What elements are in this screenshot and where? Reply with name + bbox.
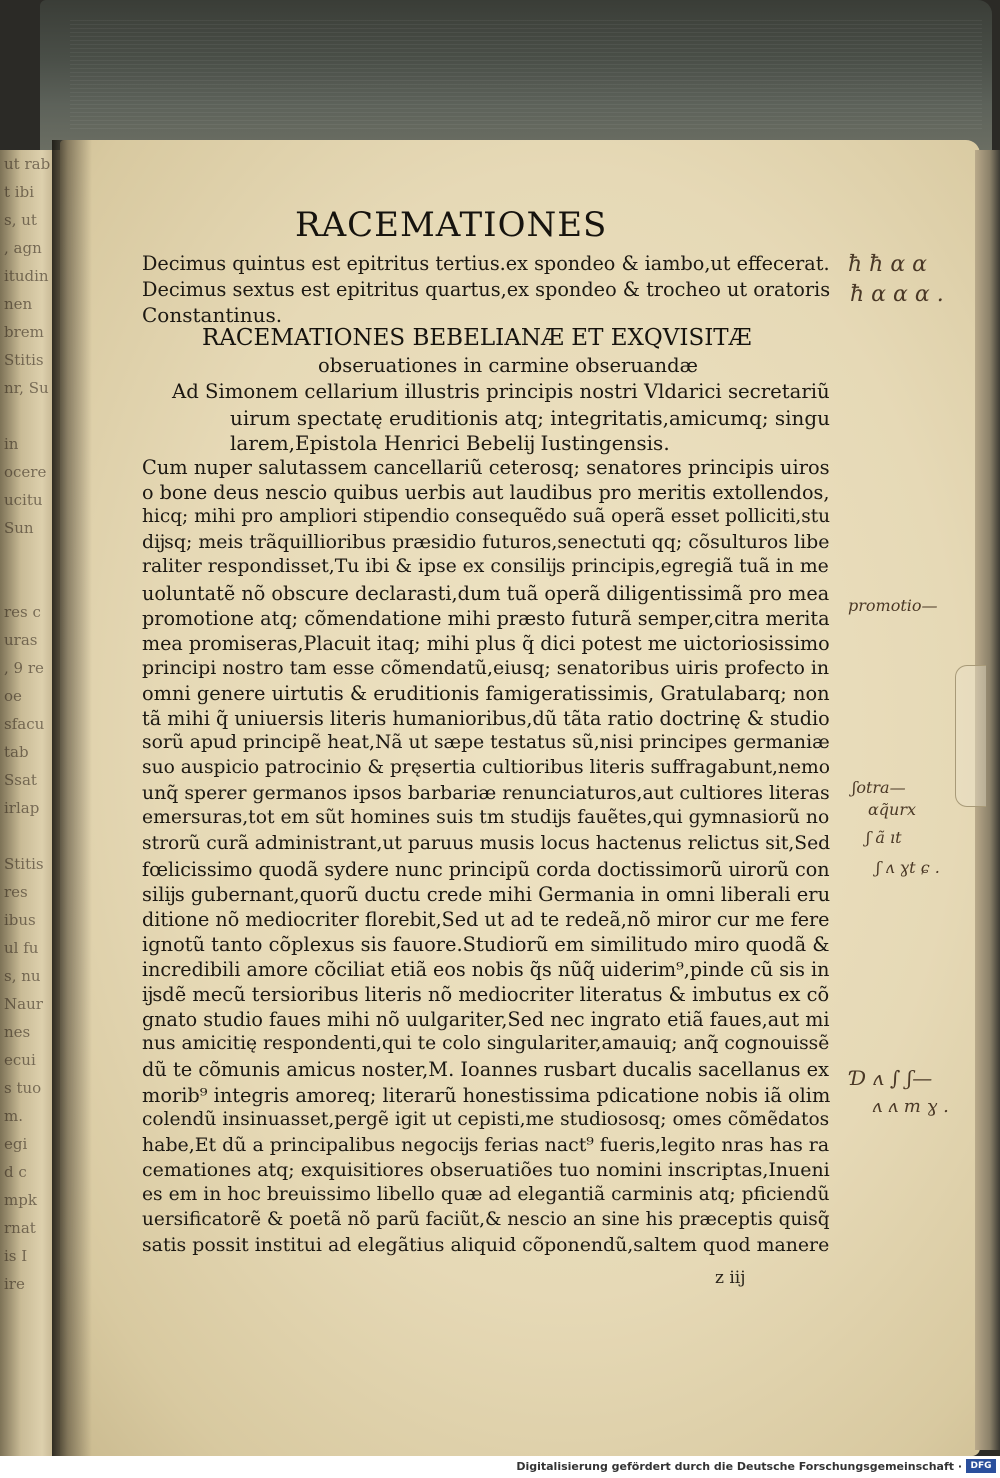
margin-note: ɑq̃urx: [868, 800, 917, 819]
body-line: sorũ apud principẽ heat,Nã ut sæpe testatus sũ,nisi principes germaniæ: [142, 732, 830, 754]
margin-note: Ɗ ʌ ∫ ʃ—: [850, 1066, 933, 1090]
dfg-logo: DFG: [966, 1459, 996, 1473]
margin-note: ħ ɑ ɑ ɑ .: [850, 282, 944, 307]
address-line: larem,Epistola Henrici Bebelĳ Iustingensis.: [230, 431, 670, 455]
running-head: RACEMATIONES: [295, 205, 608, 245]
body-line: cemationes atq; exquisitiores obseruatiões tuo nomini inscriptas,Inueni: [142, 1158, 830, 1181]
body-line: habe,Et dũ a principalibus negocĳs ferias nact⁹ fueris,legito nras has ra: [142, 1133, 830, 1156]
body-line: dĳsq; meis trãquillioribus præsidio futuros,senectuti qq; cõsulturos libe: [142, 531, 830, 554]
body-line: unq̃ sperer germanos ipsos barbariæ renunciaturos,aut cultiores literas: [142, 782, 830, 805]
section-subheading: obseruationes in carmine obseruandæ: [318, 354, 698, 377]
body-line: morib⁹ integris amoreq; literarũ honestissima pdicatione nobis iã olim: [142, 1083, 831, 1107]
intro-line: Decimus sextus est epitritus quartus,ex spondeo & trocheo ut oratoris: [142, 278, 831, 301]
body-line: satis possit institui ad elegãtius aliquid cõponendũ,saltem quod manere: [142, 1234, 830, 1257]
body-line: tã mihi q̃ uniuersis literis humanioribus,dũ tãta ratio doctrinę & studio: [142, 707, 830, 730]
paper-tab: [955, 665, 986, 807]
body-line: raliter respondisset,Tu ibi & ipse ex consilĳs principis,egregiã tuã in me: [142, 556, 829, 578]
body-line: omni genere uirtutis & eruditionis famigeratissimis, Gratulabarq; non: [142, 681, 830, 705]
margin-note: ħ ħ ɑ ɑ: [848, 252, 928, 277]
body-line: hicq; mihi pro ampliori stipendio consequẽdo suã operã esset polliciti,stu: [142, 506, 831, 528]
gutter-shadow: [52, 140, 92, 1456]
body-line: ĳsdẽ mecũ tersioribus literis nõ mediocriter literatus & imbutus ex cõ: [142, 983, 830, 1007]
body-line: silĳs gubernant,quorũ ductu crede mihi Germania in omni liberali eru: [142, 882, 831, 906]
body-line: emersuras,tot em sũt homines suis tm studĳs fauẽtes,qui gymnasiorũ no: [142, 807, 830, 829]
body-line: dũ te cõmunis amicus noster,M. Ioannes rusbart ducalis sacellanus ex: [142, 1058, 830, 1082]
funding-credit: Digitalisierung gefördert durch die Deutsche Forschungsgemeinschaft ·: [516, 1460, 962, 1473]
body-line: suo auspicio patrocinio & pręsertia cultioribus literis suffragabunt,nemo: [142, 757, 830, 779]
body-line: uersificatorẽ & poetã nõ parũ faciũt,& nescio an sine his præceptis quisq̃: [142, 1209, 830, 1230]
previous-page-fragment: [0, 150, 60, 1456]
body-line: principi nostro tam esse cõmendatũ,eiusq; senatoribus uiris profecto in: [142, 656, 830, 679]
body-line: colendũ insinuasset,pergẽ igit ut cepisti,me studiososq; omes cõmẽdatos: [142, 1108, 830, 1130]
body-line: Cum nuper salutassem cancellariũ ceterosq; senatores principis uiros: [142, 456, 830, 479]
margin-note: ʃotra—: [852, 778, 906, 797]
footer-bar: [0, 1456, 1000, 1478]
margin-note: ʃ ʌ ɣt ɕ .: [876, 858, 940, 877]
body-line: promotione atq; cõmendatione mihi præsto futurã semper,citra merita: [142, 606, 830, 630]
book-page-edges: [40, 0, 992, 150]
body-line: o bone deus nescio quibus uerbis aut laudibus pro meritis extollendos,: [142, 481, 830, 505]
body-line: nus amicitię respondenti,qui te colo singulariter,amauiq; anq̃ cognouissẽ: [142, 1033, 830, 1055]
signature-mark: z iij: [715, 1268, 746, 1288]
body-line: mea promiseras,Placuit itaq; mihi plus q̃ dici potest me uictoriosissimo: [142, 631, 830, 655]
margin-note: ʃ ã ıt: [866, 828, 902, 847]
margin-note: ʌ ʌ m ɣ .: [872, 1096, 949, 1117]
body-line: ignotũ tanto cõplexus sis fauore.Studiorũ em similitudo miro quodã &: [142, 932, 830, 956]
body-line: uoluntatẽ nõ obscure declarasti,dum tuã operã diligentissimã pro mea: [142, 581, 830, 605]
intro-line: Decimus quintus est epitritus tertius.ex spondeo & iambo,ut effecerat.: [142, 252, 830, 275]
body-line: es em in hoc breuissimo libello quæ ad elegantiã carminis atq; pficiendũ: [142, 1183, 830, 1205]
section-heading: RACEMATIONES BEBELIANÆ ET EXQVISITÆ: [202, 325, 752, 351]
body-line: ditione nõ mediocriter florebit,Sed ut ad te redeã,nõ miror cur me fere: [142, 907, 830, 931]
body-line: strorũ curã administrant,ut paruus musis locus hactenus relictus sit,Sed: [142, 832, 831, 854]
body-line: fœlicissimo quodã sydere nunc principũ corda doctissimorũ uirorũ con: [142, 857, 830, 881]
address-line: Ad Simonem cellarium illustris principis nostri Vldarici secretariũ: [172, 380, 830, 403]
margin-note: promotio—: [848, 596, 938, 615]
body-line: incredibili amore cõciliat etiã eos nobis q̃s nũq̃ uiderim⁹,pinde cũ sis in: [142, 958, 830, 981]
body-line: gnato studio faues mihi nõ uulgariter,Sed nec ingrato etiã faues,aut mi: [142, 1008, 830, 1032]
intro-line: Constantinus.: [142, 303, 283, 327]
address-line: uirum spectatę eruditionis atq; integritatis,amicumq; singu: [230, 406, 831, 430]
previous-page-ghost-text: ut rab t ibi s, ut , agn itudin nen brem Stitis nr, Su in ocere ucitu Sun res c uras , 9 re oe sfacu tab Ssat irlap Stitis res ibus ul fu s, nu Naur nes ecui s tuo m. egi d c mpk rnat is I ire: [4, 155, 51, 1293]
